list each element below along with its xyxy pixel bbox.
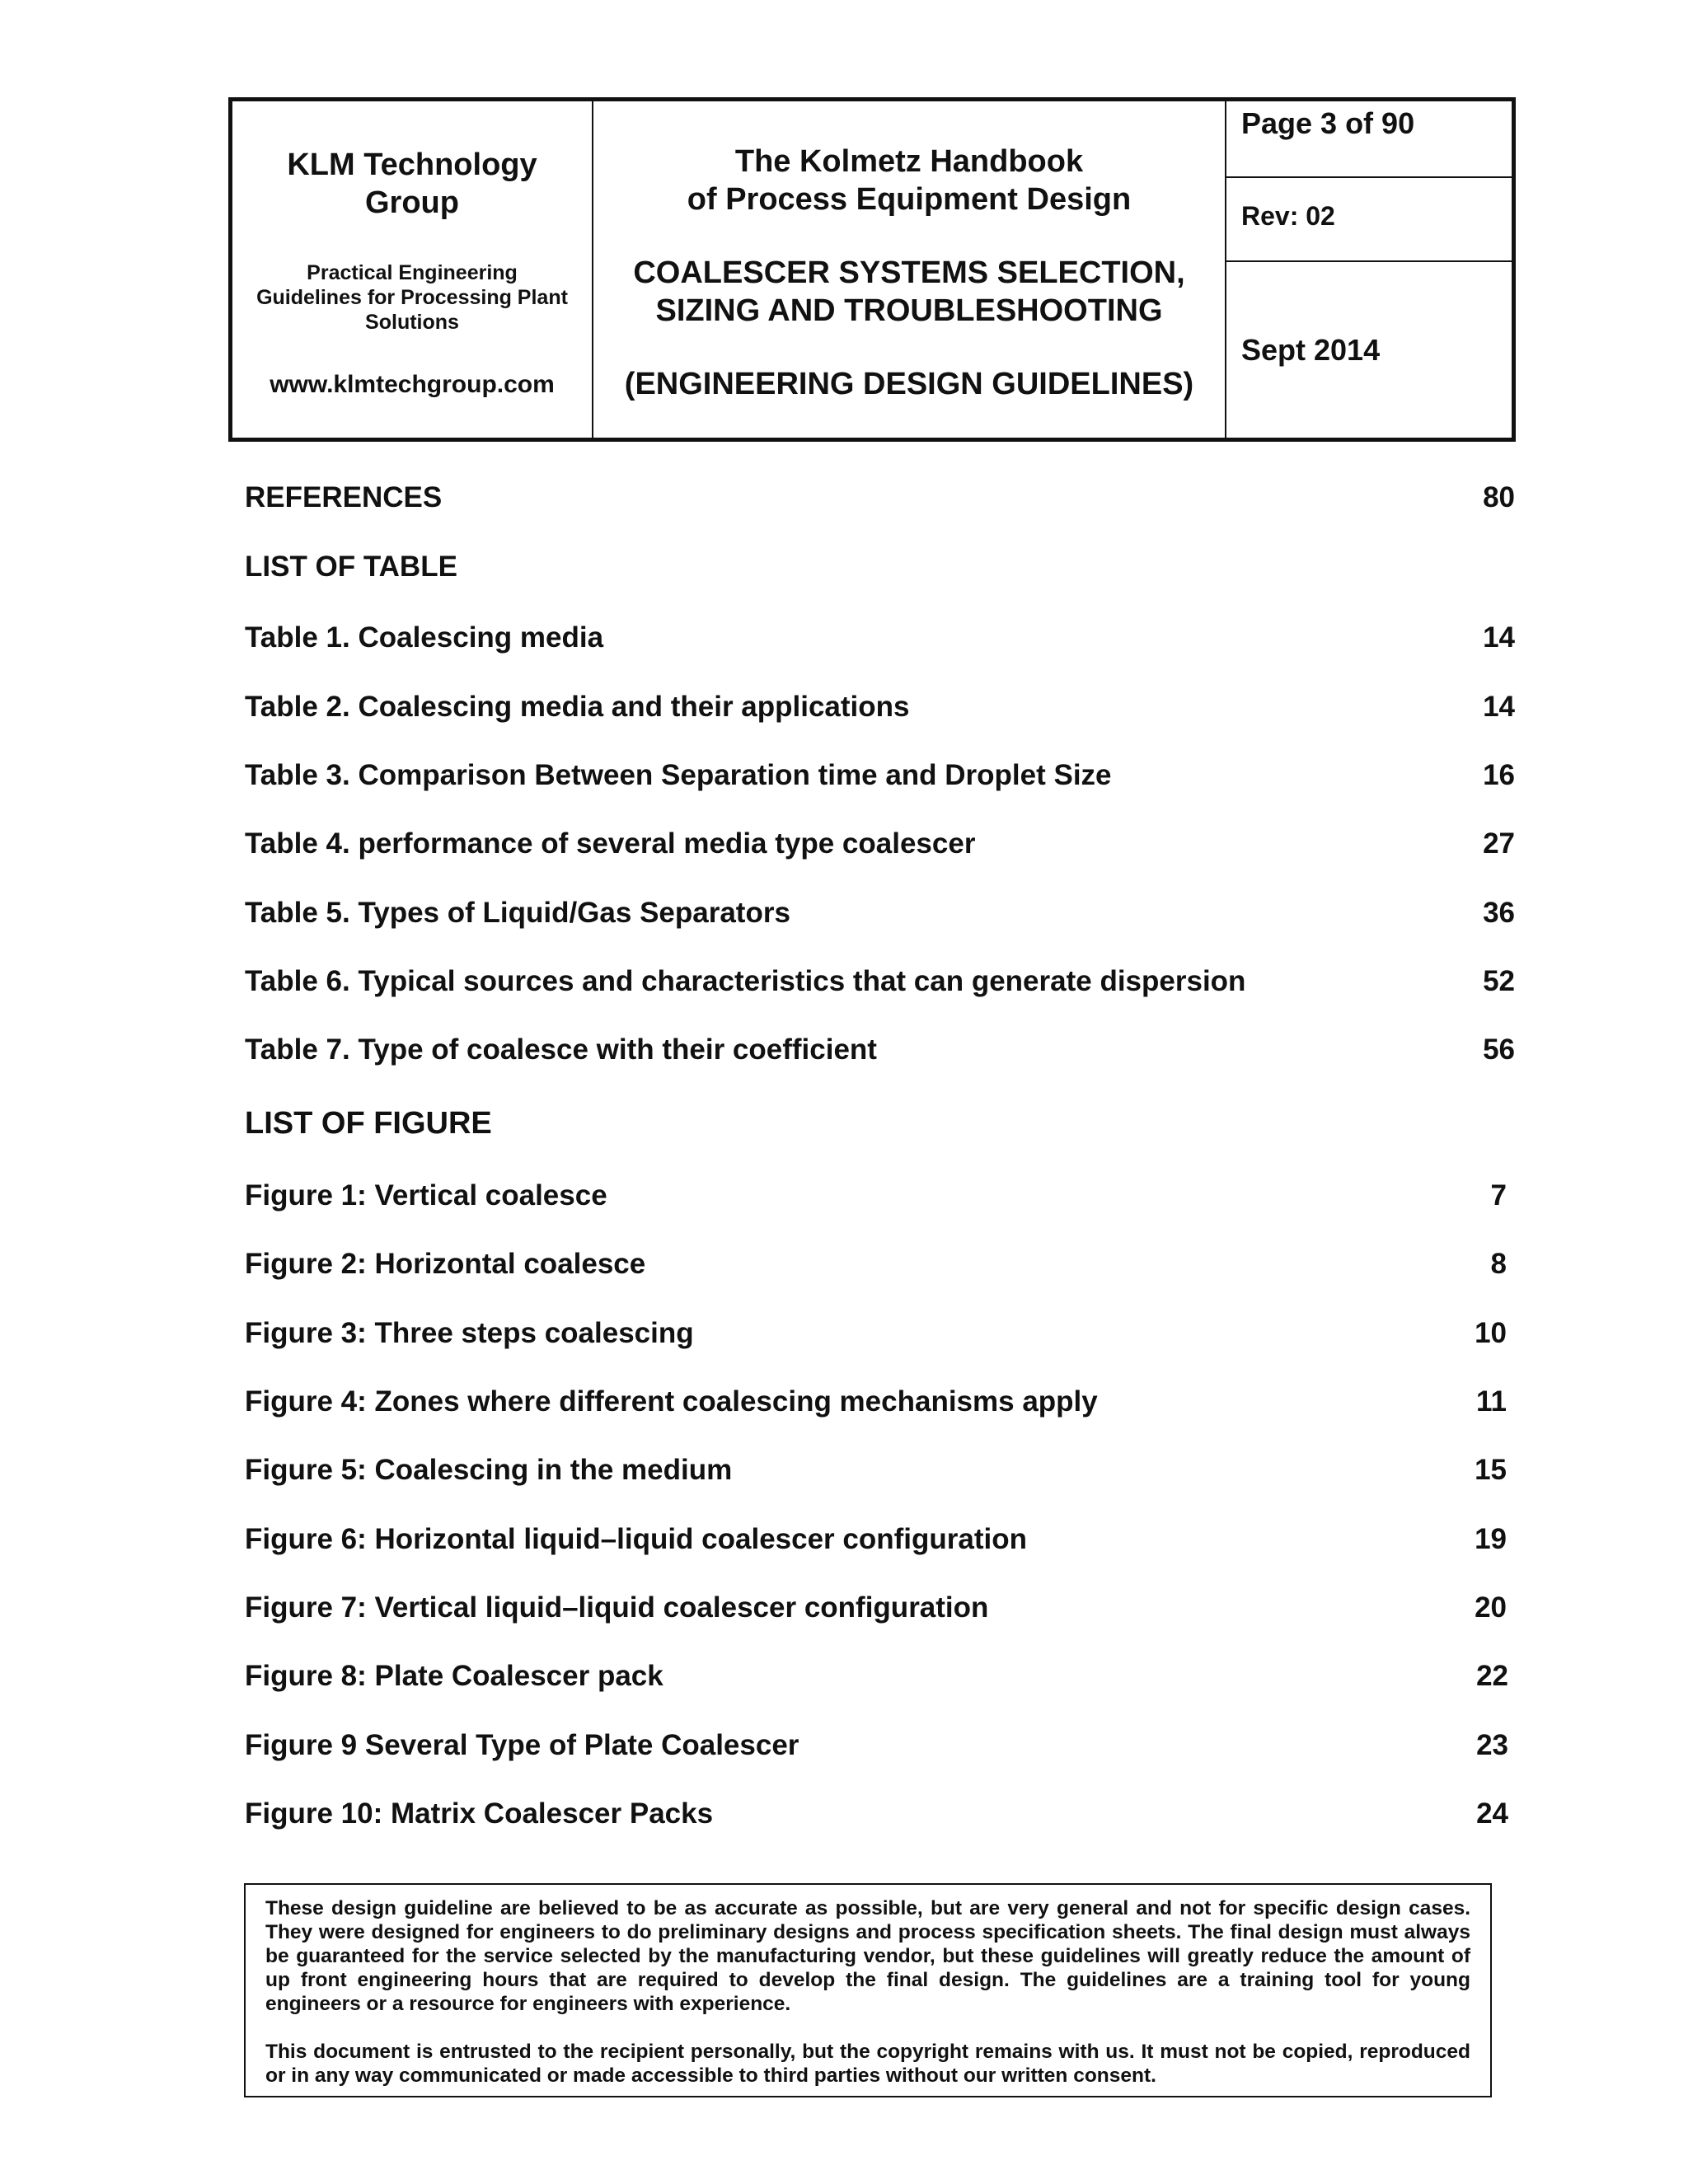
issue-date: Sept 2014 (1241, 333, 1381, 367)
toc-entry-figure (245, 1178, 1507, 1214)
toc-entry-title: Table 4. performance of several media type coalescer (245, 827, 976, 860)
toc-entry-title: Figure 2: Horizontal coalesce (245, 1248, 646, 1280)
company-name: KLM Technology Group (287, 148, 537, 220)
toc-entry-title: Figure 7: Vertical liquid–liquid coalescer configuration (245, 1591, 989, 1624)
toc-entry-table (245, 757, 1515, 794)
header-meta-cell (1226, 101, 1512, 438)
toc-entry-title: Figure 3: Three steps coalescing (245, 1317, 694, 1349)
toc-entry-title: Table 6. Typical sources and characteristics that can generate dispersion (245, 965, 1246, 997)
toc-entry-page: 14 (1483, 621, 1515, 654)
toc-entry-page: 36 (1483, 897, 1515, 929)
toc-entry-table (245, 1032, 1515, 1068)
toc-entry-page: 56 (1483, 1033, 1515, 1066)
toc-entry-page: 20 (1475, 1591, 1507, 1624)
toc-entry-page: 19 (1475, 1523, 1507, 1555)
toc-entry-page: 22 (1476, 1660, 1508, 1692)
disclaimer-paragraph: These design guideline are believed to be as accurate as possible, but are very general and not for specific design cases. They were designed for engineers to do preliminary designs and process specification sheets. The final design must always be guaranteed for the service selected by the manufacturing vendor, but these guidelines will greatly reduce the amount of up front engineering hours that are required to develop the final design. The guidelines are a training tool for young engineers or a resource for engineers with experience. (265, 1897, 1470, 2015)
toc-entry-title: Table 3. Comparison Between Separation time and Droplet Size (245, 759, 1112, 791)
toc-entry-page: 10 (1475, 1317, 1507, 1349)
copyright-paragraph: This document is entrusted to the recipient personally, but the copyright remains with us. It must not be copied, reproduced or in any way communicated or made accessible to third parties without our written consent. (265, 2041, 1470, 2087)
toc-entry-table (245, 689, 1515, 725)
toc-entry-table (245, 826, 1515, 862)
toc-entry-page: 11 (1476, 1385, 1507, 1418)
toc-entry-figure (245, 1521, 1507, 1558)
list-of-figure-heading: LIST OF FIGURE (245, 1106, 492, 1141)
book-title: The Kolmetz Handbook of Process Equipment Design (687, 144, 1132, 217)
toc-entry-figure (245, 1452, 1507, 1488)
header-title-cell (593, 101, 1226, 438)
toc-entry-page: 52 (1483, 965, 1515, 997)
toc-entry-figure (245, 1590, 1507, 1626)
toc-entry-figure (245, 1796, 1508, 1832)
document-header (228, 97, 1516, 442)
toc-entry-page: 15 (1475, 1454, 1507, 1486)
toc-entry-references (245, 480, 1515, 516)
toc-entry-table (245, 963, 1515, 1000)
list-of-table-heading: LIST OF TABLE (245, 551, 457, 583)
company-tagline: Practical Engineering Guidelines for Processing Plant Solutions (256, 261, 568, 334)
toc-entry-table (245, 620, 1515, 656)
toc-entry-figure (245, 1384, 1507, 1420)
toc-entry-title: Figure 4: Zones where different coalescing mechanisms apply (245, 1385, 1098, 1418)
toc-entry-title: Table 7. Type of coalesce with their coefficient (245, 1033, 877, 1066)
toc-entry-figure (245, 1315, 1507, 1352)
disclaimer-box (244, 1883, 1492, 2097)
toc-entry-figure (245, 1727, 1508, 1764)
toc-entry-page: 16 (1483, 759, 1515, 791)
toc-entry-page: 7 (1490, 1179, 1507, 1212)
page-number: Page 3 of 90 (1226, 101, 1512, 178)
header-company-cell (232, 101, 593, 438)
toc-entry-title: Figure 6: Horizontal liquid–liquid coalescer configuration (245, 1523, 1027, 1555)
toc-entry-title: REFERENCES (245, 481, 443, 513)
toc-entry-page: 14 (1483, 691, 1515, 723)
toc-entry-page: 24 (1476, 1797, 1508, 1830)
toc-entry-page: 23 (1476, 1729, 1508, 1761)
document-title: COALESCER SYSTEMS SELECTION, SIZING AND TROUBLESHOOTING (633, 255, 1185, 328)
toc-entry-page: 8 (1490, 1248, 1507, 1280)
toc-entry-title: Figure 10: Matrix Coalescer Packs (245, 1797, 714, 1830)
toc-entry-title: Figure 1: Vertical coalesce (245, 1179, 607, 1212)
toc-entry-title: Table 5. Types of Liquid/Gas Separators (245, 897, 790, 929)
company-website: www.klmtechgroup.com (270, 371, 555, 398)
toc-entry-title: Figure 5: Coalescing in the medium (245, 1454, 733, 1486)
toc-entry-table (245, 895, 1515, 931)
toc-entry-title: Figure 8: Plate Coalescer pack (245, 1660, 663, 1692)
toc-entry-page: 80 (1483, 481, 1515, 513)
toc-entry-title: Table 1. Coalescing media (245, 621, 604, 654)
toc-entry-page: 27 (1483, 827, 1515, 860)
toc-entry-figure (245, 1658, 1508, 1694)
toc-entry-title: Figure 9 Several Type of Plate Coalescer (245, 1729, 799, 1761)
document-subtitle: (ENGINEERING DESIGN GUIDELINES) (624, 367, 1194, 401)
revision: Rev: 02 (1226, 178, 1512, 262)
toc-entry-title: Table 2. Coalescing media and their applications (245, 691, 910, 723)
toc-entry-figure (245, 1246, 1507, 1282)
